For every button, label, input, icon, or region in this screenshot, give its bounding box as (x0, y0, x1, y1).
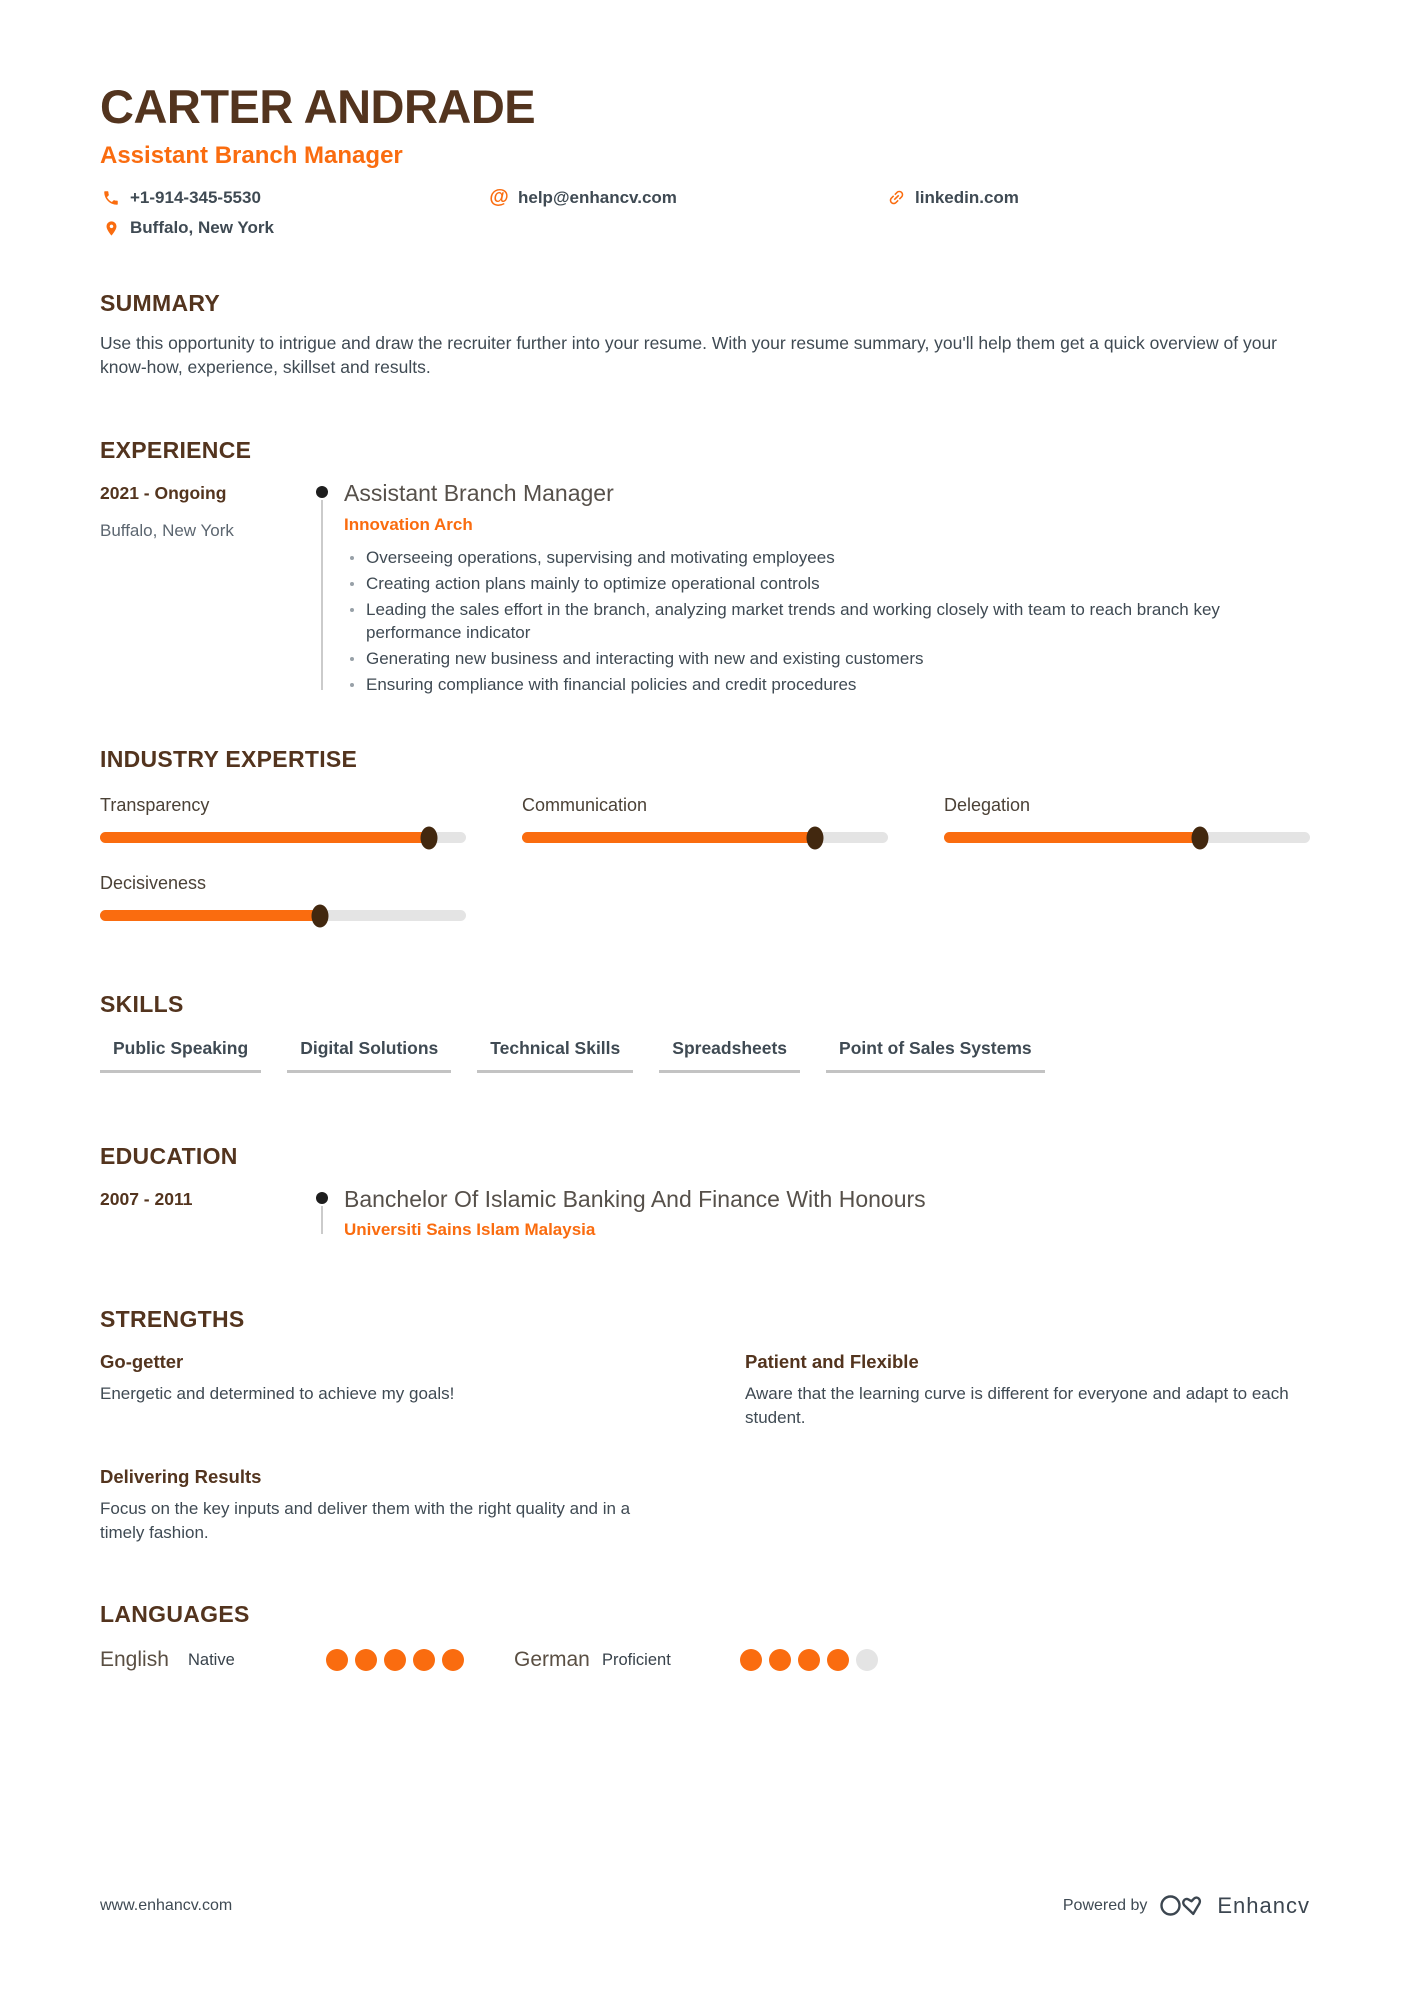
slider-thumb (311, 904, 328, 927)
language-dot-filled (442, 1649, 464, 1671)
strength-item (100, 1351, 665, 1430)
skills-list (100, 1038, 1310, 1073)
slider-thumb (806, 826, 823, 849)
experience-timeline (300, 480, 344, 696)
skill-chip: Spreadsheets (659, 1038, 800, 1073)
education-degree: Banchelor Of Islamic Banking And Finance With Honours (344, 1186, 926, 1213)
experience-bullet: Creating action plans mainly to optimize operational controls (344, 572, 1310, 595)
expertise-item (100, 795, 466, 843)
experience-entry-meta (100, 480, 300, 696)
experience-period: 2021 - Ongoing (100, 483, 227, 504)
person-name: CARTER ANDRADE (100, 80, 536, 133)
link-icon (885, 188, 907, 207)
education-entry-body (344, 1186, 1310, 1240)
strength-item (745, 1351, 1310, 1430)
strength-text: Focus on the key inputs and deliver them with the right quality and in a timely fashion. (100, 1499, 631, 1543)
skills-section (100, 991, 1310, 1073)
slider-fill (522, 832, 815, 843)
strength-text: Energetic and determined to achieve my goals! (100, 1384, 455, 1404)
contact-email[interactable] (488, 186, 885, 209)
language-dot-filled (355, 1649, 377, 1671)
strength-title: Delivering Results (100, 1466, 262, 1488)
strengths-grid (100, 1351, 1310, 1545)
language-name: German (514, 1648, 590, 1672)
contact-info (100, 186, 1310, 238)
enhancv-logo-icon (1159, 1892, 1205, 1919)
industry-expertise-heading: INDUSTRY EXPERTISE (100, 746, 358, 773)
industry-expertise-grid (100, 795, 1310, 921)
skills-heading: SKILLS (100, 991, 184, 1018)
contact-phone (100, 188, 488, 208)
timeline-line (321, 1206, 323, 1234)
skill-chip: Point of Sales Systems (826, 1038, 1045, 1073)
expertise-slider (100, 832, 466, 843)
education-timeline (300, 1186, 344, 1240)
languages-heading: LANGUAGES (100, 1601, 250, 1628)
email-at-icon: @ (489, 186, 509, 209)
strength-text: Aware that the learning curve is different for everyone and adapt to each student. (745, 1384, 1289, 1428)
education-school: Universiti Sains Islam Malaysia (344, 1220, 596, 1240)
strength-title: Go-getter (100, 1351, 184, 1373)
timeline-dot (316, 486, 328, 498)
powered-by (1063, 1892, 1310, 1919)
experience-section (100, 437, 1310, 696)
language-name: English (100, 1648, 169, 1672)
page-footer (100, 1892, 1310, 1919)
language-item (100, 1648, 464, 1672)
location-pin-icon (100, 219, 122, 238)
experience-role: Assistant Branch Manager (344, 480, 614, 507)
strength-item (100, 1466, 665, 1545)
summary-section (100, 290, 1310, 379)
education-heading: EDUCATION (100, 1143, 238, 1170)
experience-bullet: Ensuring compliance with financial policies and credit procedures (344, 673, 1310, 696)
slider-fill (100, 832, 429, 843)
language-dot-filled (769, 1649, 791, 1671)
expertise-slider (944, 832, 1310, 843)
phone-number: +1-914-345-5530 (130, 187, 261, 207)
enhancv-brand-name: Enhancv (1217, 1892, 1310, 1918)
language-dot-filled (740, 1649, 762, 1671)
slider-fill (944, 832, 1200, 843)
experience-bullet: Overseeing operations, supervising and motivating employees (344, 546, 1310, 569)
experience-bullet: Leading the sales effort in the branch, analyzing market trends and working closely with team to reach branch key performance indicator (344, 598, 1310, 644)
language-dot-filled (326, 1649, 348, 1671)
email-address[interactable]: help@enhancv.com (518, 187, 677, 207)
experience-bullets (344, 546, 1310, 696)
strength-title: Patient and Flexible (745, 1351, 919, 1373)
expertise-item (100, 873, 466, 921)
expertise-label: Delegation (944, 795, 1031, 816)
skill-chip: Technical Skills (477, 1038, 633, 1073)
language-level: Proficient (602, 1650, 671, 1669)
strengths-section (100, 1306, 1310, 1545)
skill-chip: Public Speaking (100, 1038, 261, 1073)
experience-location: Buffalo, New York (100, 521, 234, 541)
languages-section (100, 1601, 1310, 1672)
expertise-slider (100, 910, 466, 921)
education-period: 2007 - 2011 (100, 1189, 193, 1210)
languages-row (100, 1648, 1310, 1672)
location-text: Buffalo, New York (130, 218, 274, 238)
skill-chip: Digital Solutions (287, 1038, 451, 1073)
expertise-label: Transparency (100, 795, 210, 816)
expertise-label: Communication (522, 795, 648, 816)
powered-by-label: Powered by (1062, 1896, 1148, 1914)
timeline-dot (316, 1192, 328, 1204)
expertise-item (522, 795, 888, 843)
experience-heading: EXPERIENCE (100, 437, 252, 464)
language-level: Native (188, 1650, 235, 1669)
language-dot-filled (798, 1649, 820, 1671)
education-entry (100, 1186, 1310, 1240)
resume-header (100, 82, 1310, 238)
language-dot-empty (856, 1649, 878, 1671)
experience-company: Innovation Arch (344, 515, 473, 535)
phone-icon (100, 189, 122, 207)
experience-bullet: Generating new business and interacting with new and existing customers (344, 647, 1310, 670)
timeline-line (321, 500, 323, 690)
language-dots (326, 1649, 464, 1671)
summary-heading: SUMMARY (100, 290, 221, 317)
contact-link[interactable] (885, 188, 1310, 208)
language-dot-filled (384, 1649, 406, 1671)
language-item (514, 1648, 878, 1672)
language-dot-filled (827, 1649, 849, 1671)
language-dots (740, 1649, 878, 1671)
link-text[interactable]: linkedin.com (915, 187, 1019, 207)
experience-entry (100, 480, 1310, 696)
strengths-heading: STRENGTHS (100, 1306, 245, 1333)
summary-text: Use this opportunity to intrigue and draw the recruiter further into your resume. With your resume summary, you'll help them get a quick overview of your know-how, experience, skillset and results. (100, 333, 1278, 378)
person-job-title: Assistant Branch Manager (100, 142, 403, 170)
expertise-item (944, 795, 1310, 843)
slider-thumb (421, 826, 438, 849)
language-dot-filled (413, 1649, 435, 1671)
contact-location (100, 218, 488, 238)
slider-fill (100, 910, 320, 921)
footer-website-link[interactable]: www.enhancv.com (100, 1896, 233, 1914)
experience-entry-body (344, 480, 1310, 696)
expertise-slider (522, 832, 888, 843)
industry-expertise-section (100, 746, 1310, 921)
slider-thumb (1192, 826, 1209, 849)
education-entry-meta (100, 1186, 300, 1240)
expertise-label: Decisiveness (100, 873, 207, 894)
education-section (100, 1143, 1310, 1240)
